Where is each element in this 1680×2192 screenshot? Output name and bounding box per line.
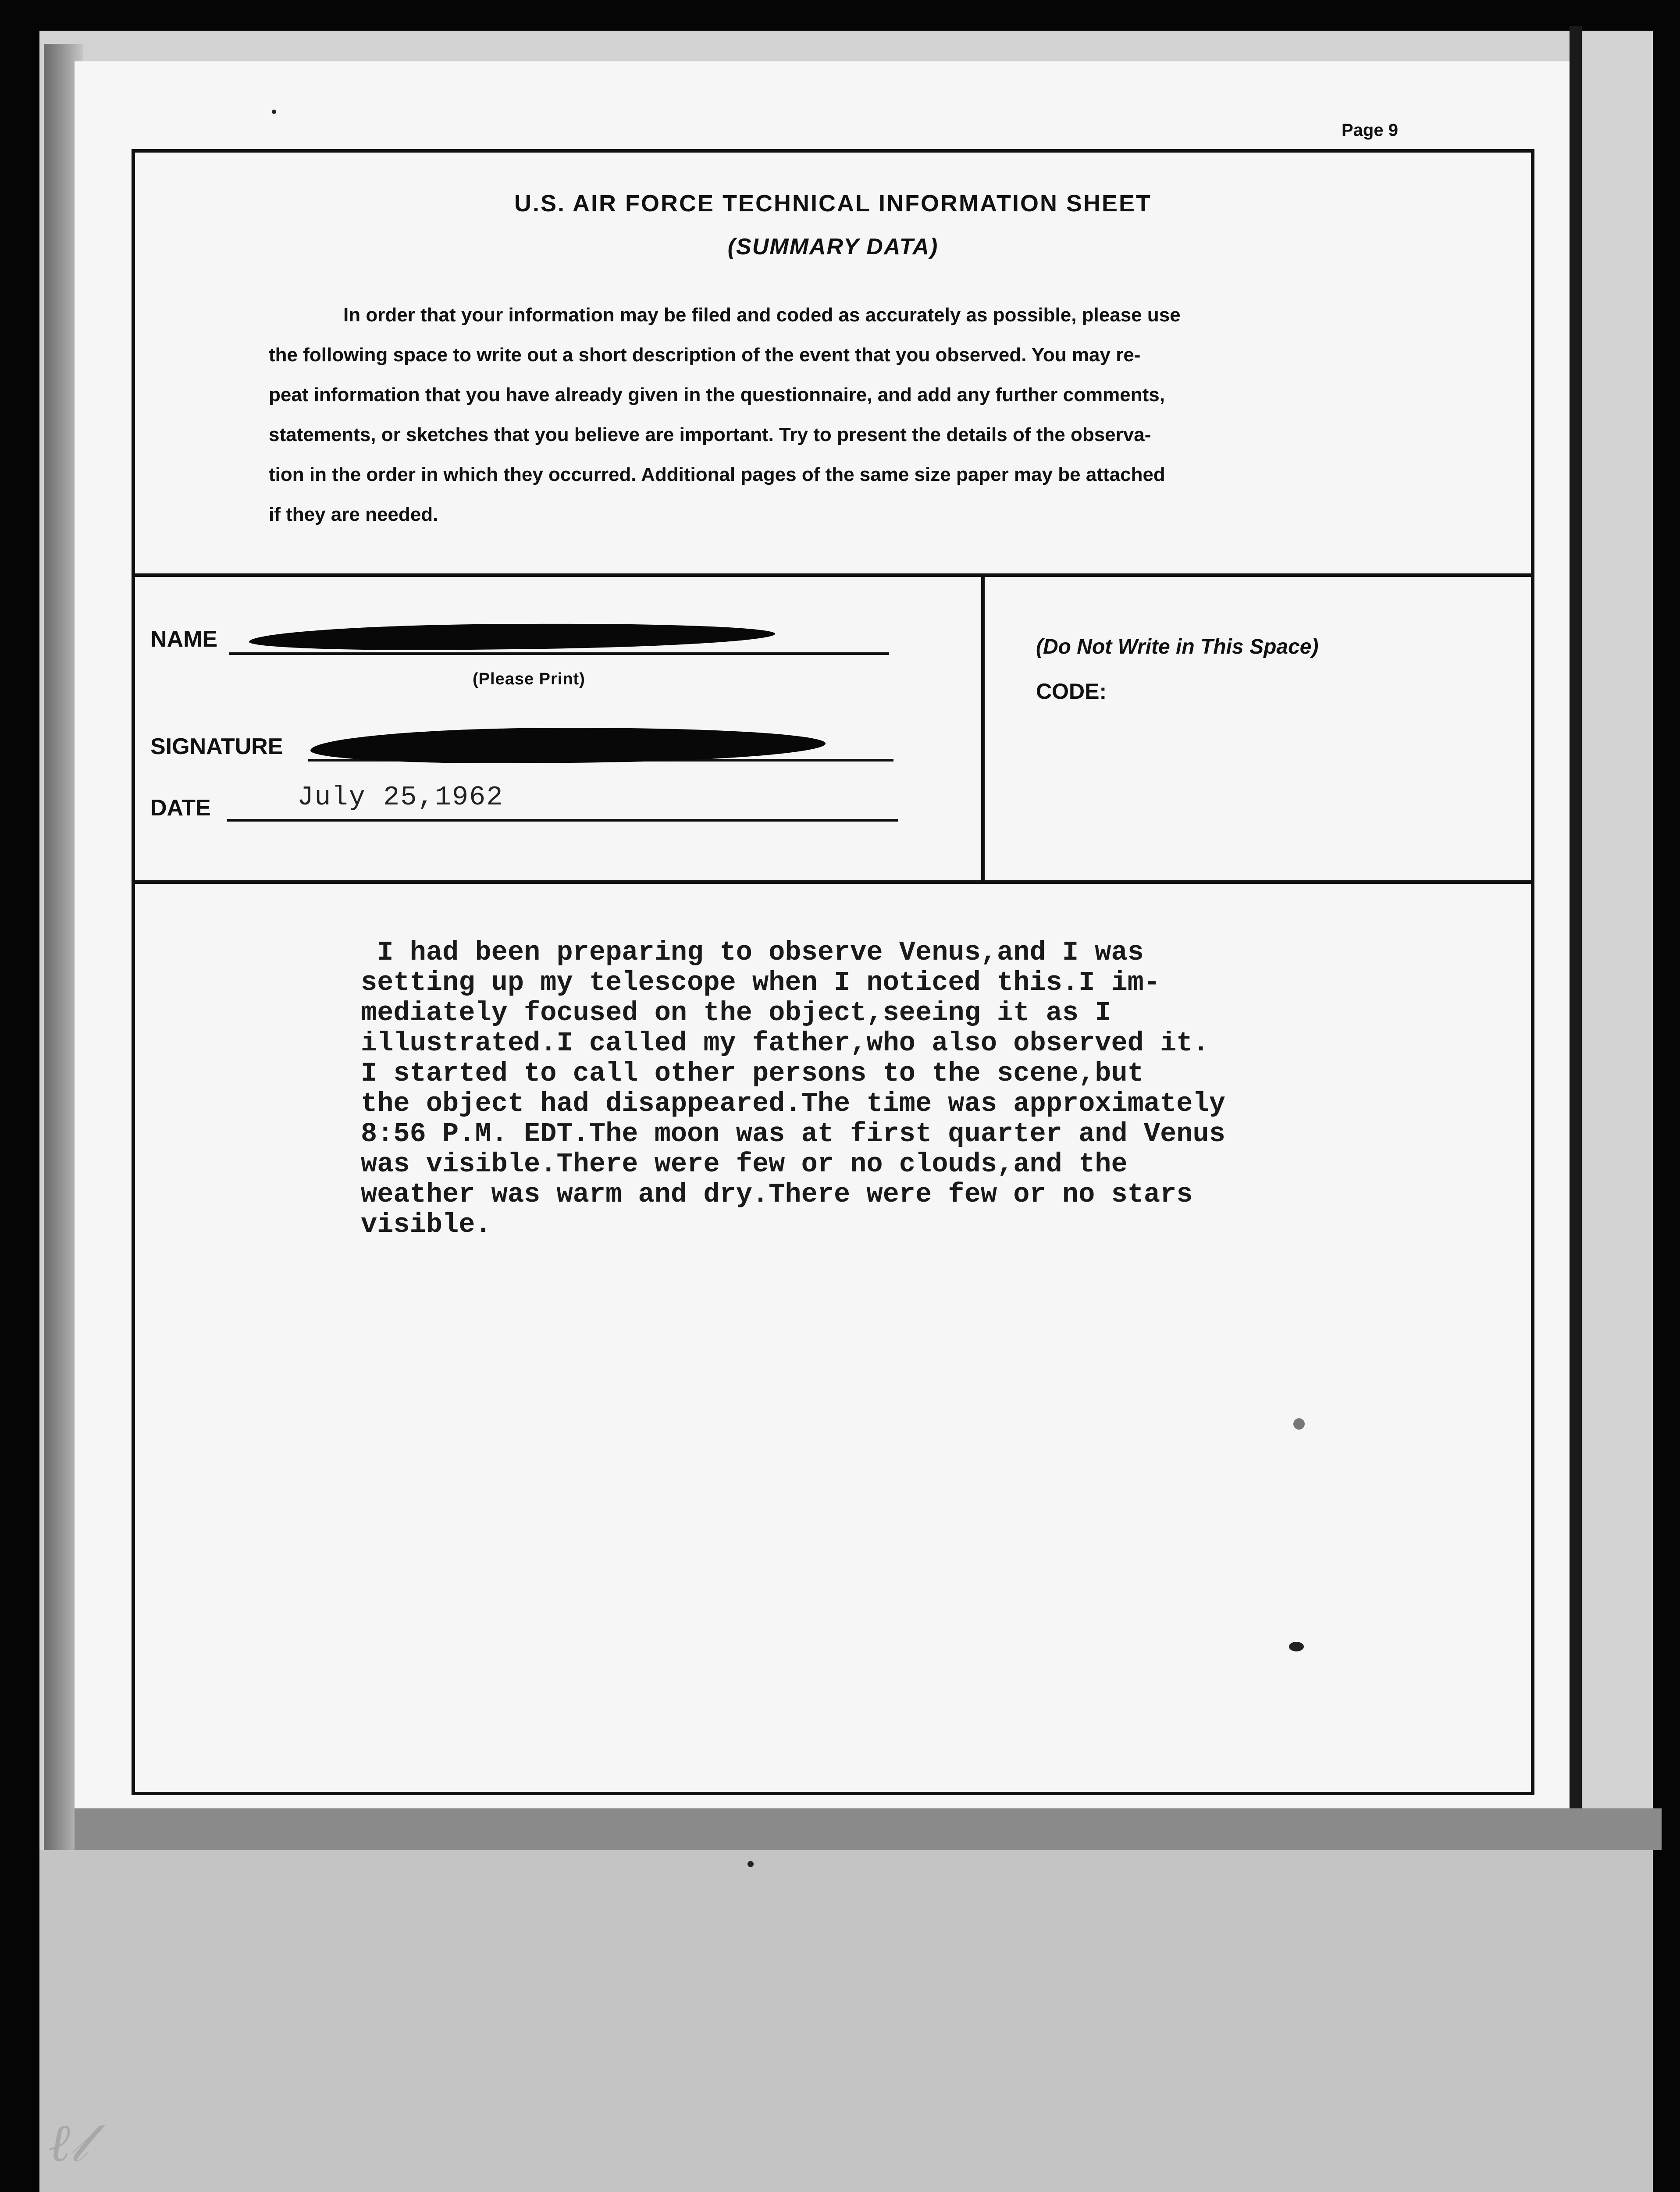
narrative-line: the object had disappeared.The time was approximately — [361, 1088, 1225, 1119]
signature-label: SIGNATURE — [150, 734, 283, 759]
page-shadow-right — [1570, 26, 1582, 1815]
scan-speck — [272, 110, 276, 114]
narrative-line: weather was warm and dry.There were few or no stars — [361, 1179, 1193, 1210]
instructions-paragraph — [269, 295, 1536, 534]
column-divider — [981, 573, 985, 884]
section-divider — [135, 880, 1531, 884]
instruction-line: the following space to write out a short description of the event that you observed. You may re- — [269, 344, 1141, 366]
form-subtitle: (SUMMARY DATA) — [727, 234, 939, 260]
narrative-line: setting up my telescope when I noticed this.I im- — [361, 967, 1160, 998]
narrative-line: mediately focused on the object,seeing it as I — [361, 997, 1111, 1028]
page-bottom-edge — [75, 1808, 1662, 1850]
instruction-line: if they are needed. — [269, 504, 438, 525]
code-label: CODE: — [1036, 679, 1107, 704]
please-print-note: (Please Print) — [473, 670, 585, 688]
instruction-line: statements, or sketches that you believe are important. Try to present the details of the observa- — [269, 424, 1151, 445]
technical-information-form — [132, 149, 1534, 1795]
scan-speck — [1293, 1418, 1305, 1430]
narrative-line: visible. — [361, 1209, 491, 1240]
faint-bleedthrough-marks: ℓ𝓁 — [48, 2114, 88, 2172]
section-divider — [135, 573, 1531, 577]
name-redaction — [249, 621, 776, 652]
name-label: NAME — [150, 626, 218, 652]
instruction-line: In order that your information may be filed and coded as accurately as possible, please use — [343, 304, 1181, 326]
underlying-page — [39, 1850, 1653, 2192]
scan-speck — [747, 1861, 754, 1867]
narrative-line: 8:56 P.M. EDT.The moon was at first quarter and Venus — [361, 1118, 1225, 1149]
name-field[interactable] — [229, 652, 889, 655]
instruction-line: tion in the order in which they occurred. Additional pages of the same size paper may be attached — [269, 464, 1165, 485]
instruction-line: peat information that you have already given in the questionnaire, and add any further comments, — [269, 384, 1165, 406]
date-label: DATE — [150, 795, 211, 821]
narrative-line: I had been preparing to observe Venus,and I was — [361, 937, 1144, 968]
narrative-line: I started to call other persons to the scene,but — [361, 1058, 1144, 1089]
narrative-line: illustrated.I called my father,who also observed it. — [361, 1028, 1209, 1059]
narrative-line: was visible.There were few or no clouds,and the — [361, 1149, 1128, 1180]
scan-speck — [1289, 1642, 1304, 1651]
page-number: Page 9 — [1342, 121, 1398, 140]
office-use-note: (Do Not Write in This Space) — [1036, 635, 1319, 658]
form-title: U.S. AIR FORCE TECHNICAL INFORMATION SHEET — [514, 190, 1152, 217]
date-field[interactable] — [227, 819, 898, 822]
date-value: July 25,1962 — [297, 782, 504, 813]
typed-narrative — [361, 937, 1457, 1240]
